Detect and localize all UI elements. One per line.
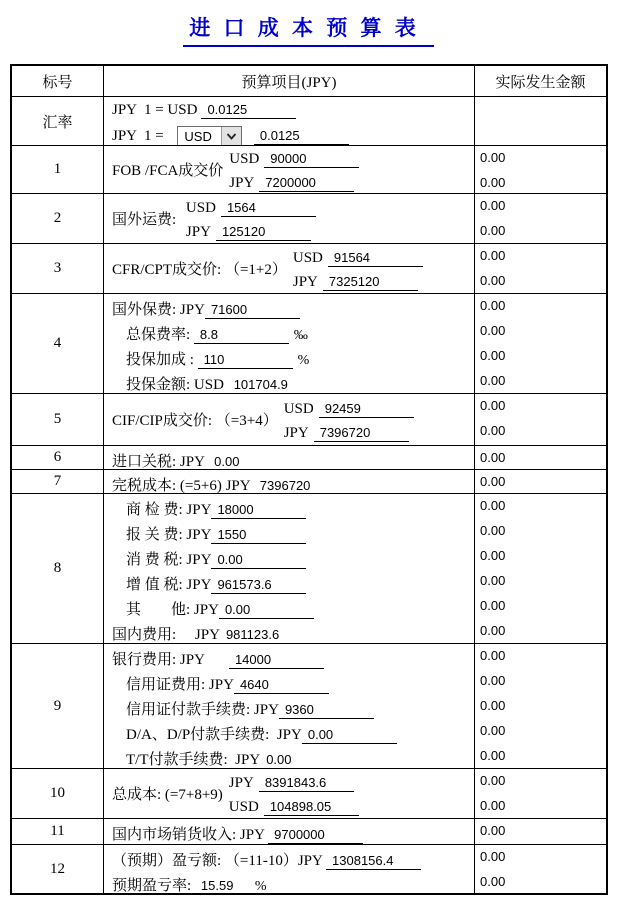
table-row-5 xyxy=(12,393,606,445)
currency-label: USD xyxy=(292,249,323,266)
duty-paid-cost-field[interactable]: 7396720 xyxy=(254,478,349,493)
actual-amount: 0.00 xyxy=(480,798,506,813)
currency-label: USD xyxy=(283,400,314,417)
currency-label: JPY xyxy=(283,424,309,441)
actual-cell xyxy=(475,494,606,643)
actual-amount: 0.00 xyxy=(480,673,506,688)
actual-amount: 0.00 xyxy=(480,273,506,288)
row-number: 7 xyxy=(12,470,104,493)
actual-amount: 0.00 xyxy=(480,748,506,763)
rate-label-1: JPY 1 = USD xyxy=(112,102,198,118)
item-label: 其 他: JPY xyxy=(126,602,219,618)
rate2-value-field[interactable]: 0.0125 xyxy=(254,128,349,145)
row-number: 6 xyxy=(12,446,104,469)
lc-fee-field[interactable]: 4640 xyxy=(234,677,329,694)
page-title: 进 口 成 本 预 算 表 xyxy=(183,12,434,47)
row-number: 2 xyxy=(12,194,104,243)
percent-suffix: % xyxy=(254,879,267,893)
item-label: 国外保费: JPY xyxy=(112,302,205,318)
actual-amount: 0.00 xyxy=(480,450,506,465)
inspection-fee-field[interactable]: 18000 xyxy=(211,502,306,519)
actual-amount: 0.00 xyxy=(480,548,506,563)
table-row-10 xyxy=(12,768,606,818)
actual-amount: 0.00 xyxy=(480,623,506,638)
table-row-1 xyxy=(12,145,606,193)
actual-cell xyxy=(475,294,606,393)
actual-amount: 0.00 xyxy=(480,474,506,489)
item-label: 银行费用: JPY xyxy=(112,652,205,668)
freight-usd-field[interactable]: 1564 xyxy=(221,200,316,217)
actual-amount: 0.00 xyxy=(480,175,506,190)
item-label: 信用证付款手续费: JPY xyxy=(126,702,279,718)
header-col-actual: 实际发生金额 xyxy=(495,74,586,91)
item-label: 完税成本: (=5+6) JPY xyxy=(112,478,254,493)
item-label: 国内费用: JPY xyxy=(112,627,220,643)
currency-select[interactable] xyxy=(177,126,241,145)
actual-amount: 0.00 xyxy=(480,150,506,165)
row-number: 4 xyxy=(12,294,104,393)
item-label: 国内市场销货收入: JPY xyxy=(112,827,269,843)
table-row-11 xyxy=(12,818,606,844)
item-label: 进口关税: JPY xyxy=(112,454,209,469)
item-label: 投保加成 : xyxy=(126,352,198,368)
actual-amount: 0.00 xyxy=(480,298,506,313)
budget-table xyxy=(10,64,608,895)
table-row-9 xyxy=(12,643,606,768)
header-col-items: 预算项目(JPY) xyxy=(104,66,475,96)
currency-label: USD xyxy=(185,199,216,216)
insured-amount-field[interactable]: 101704.9 xyxy=(228,377,323,393)
currency-label: USD xyxy=(229,150,260,167)
actual-amount: 0.00 xyxy=(480,498,506,513)
actual-cell xyxy=(475,244,606,293)
actual-amount: 0.00 xyxy=(480,348,506,363)
bank-fee-field[interactable]: 14000 xyxy=(229,652,324,669)
item-label: T/T付款手续费: JPY xyxy=(126,752,261,768)
actual-amount: 0.00 xyxy=(480,223,506,238)
header-col-no: 标号 xyxy=(12,66,104,96)
actual-amount: 0.00 xyxy=(480,323,506,338)
actual-cell xyxy=(475,845,606,893)
actual-amount: 0.00 xyxy=(480,849,506,864)
row-number: 3 xyxy=(12,244,104,293)
actual-cell xyxy=(475,470,606,493)
currency-label: JPY xyxy=(185,223,211,240)
sales-revenue-field[interactable]: 9700000 xyxy=(268,827,363,844)
fob-jpy-field[interactable]: 7200000 xyxy=(259,175,354,192)
freight-jpy-field[interactable]: 125120 xyxy=(216,224,311,241)
actual-amount: 0.00 xyxy=(480,723,506,738)
actual-amount: 0.00 xyxy=(480,523,506,538)
premium-rate-field[interactable]: 8.8 xyxy=(194,327,289,344)
table-row-2 xyxy=(12,193,606,243)
item-label: 消 费 税: JPY xyxy=(126,552,212,568)
header-row xyxy=(12,66,606,96)
row-number: 5 xyxy=(12,394,104,445)
duty-field[interactable]: 0.00 xyxy=(208,454,303,469)
actual-amount: 0.00 xyxy=(480,773,506,788)
item-label: 报 关 费: JPY xyxy=(126,527,212,543)
domestic-cost-field[interactable]: 981123.6 xyxy=(220,627,315,643)
other-fee-field[interactable]: 0.00 xyxy=(219,602,314,619)
table-row-7 xyxy=(12,469,606,493)
actual-amount: 0.00 xyxy=(480,598,506,613)
currency-label: USD xyxy=(228,798,259,815)
table-row-rate xyxy=(12,96,606,145)
table-row-4 xyxy=(12,293,606,393)
cif-usd-field[interactable]: 92459 xyxy=(319,401,414,418)
tt-fee-field[interactable]: 0.00 xyxy=(260,752,355,768)
consumption-tax-field[interactable]: 0.00 xyxy=(211,552,306,569)
permille-suffix: ‰ xyxy=(293,328,308,343)
customs-fee-field[interactable]: 1550 xyxy=(211,527,306,544)
actual-cell xyxy=(475,769,606,818)
vat-field[interactable]: 961573.6 xyxy=(211,577,306,594)
actual-amount: 0.00 xyxy=(480,423,506,438)
actual-amount: 0.00 xyxy=(480,648,506,663)
cif-jpy-field[interactable]: 7396720 xyxy=(314,425,409,442)
total-jpy-field[interactable]: 8391843.6 xyxy=(259,775,354,792)
cfr-jpy-field[interactable]: 7325120 xyxy=(323,274,418,291)
item-label: 国外运费: xyxy=(112,212,180,228)
insurance-jpy-field[interactable]: 71600 xyxy=(205,302,300,319)
actual-cell xyxy=(475,819,606,844)
item-label: FOB /FCA成交价 xyxy=(112,163,224,179)
lc-payment-fee-field[interactable]: 9360 xyxy=(279,702,374,719)
percent-suffix: % xyxy=(297,353,310,368)
item-label: CIF/CIP成交价: （=3+4） xyxy=(112,413,278,429)
page-title-wrap xyxy=(0,12,617,47)
row-number: 12 xyxy=(12,845,104,893)
actual-amount: 0.00 xyxy=(480,248,506,263)
da-dp-fee-field[interactable]: 0.00 xyxy=(302,727,397,744)
actual-amount: 0.00 xyxy=(480,398,506,413)
fob-usd-field[interactable]: 90000 xyxy=(264,151,359,168)
row-number: 汇率 xyxy=(12,97,104,145)
table-row-3 xyxy=(12,243,606,293)
item-label: 信用证费用: JPY xyxy=(126,677,234,693)
item-label: 总成本: (=7+8+9) xyxy=(112,787,223,803)
total-usd-field[interactable]: 104898.05 xyxy=(264,799,359,816)
markup-field[interactable]: 110 xyxy=(198,352,293,369)
actual-cell xyxy=(475,97,606,145)
row-number: 8 xyxy=(12,494,104,643)
currency-label: JPY xyxy=(229,174,255,191)
item-label: 投保金额: USD xyxy=(126,377,228,393)
actual-amount: 0.00 xyxy=(480,698,506,713)
actual-amount: 0.00 xyxy=(480,874,506,889)
actual-cell xyxy=(475,146,606,193)
rate-label-2: JPY 1 = xyxy=(112,128,168,145)
row-number: 11 xyxy=(12,819,104,844)
item-label: D/A、D/P付款手续费: JPY xyxy=(126,727,302,743)
actual-cell xyxy=(475,644,606,768)
currency-label: JPY xyxy=(228,774,254,791)
actual-amount: 0.00 xyxy=(480,823,506,838)
item-label: CFR/CPT成交价: （=1+2） xyxy=(112,262,287,278)
item-label: 预期盈亏率: xyxy=(112,878,195,893)
currency-label: JPY xyxy=(292,273,318,290)
table-row-8 xyxy=(12,493,606,643)
profit-field[interactable]: 1308156.4 xyxy=(326,853,421,870)
row-number: 10 xyxy=(12,769,104,818)
actual-cell xyxy=(475,394,606,445)
row-number: 1 xyxy=(12,146,104,193)
item-label: 增 值 税: JPY xyxy=(126,577,212,593)
actual-amount: 0.00 xyxy=(480,573,506,588)
cfr-usd-field[interactable]: 91564 xyxy=(328,250,423,267)
table-row-12 xyxy=(12,844,606,893)
actual-cell xyxy=(475,446,606,469)
row-number: 9 xyxy=(12,644,104,768)
currency-select-value: USD xyxy=(184,129,212,144)
chevron-down-icon xyxy=(221,127,241,145)
profit-rate-field[interactable]: 15.59 xyxy=(195,878,250,893)
item-label: 商 检 费: JPY xyxy=(126,502,212,518)
actual-amount: 0.00 xyxy=(480,198,506,213)
rate1-value-field[interactable]: 0.0125 xyxy=(201,102,296,119)
table-row-6 xyxy=(12,445,606,469)
item-label: （预期）盈亏额: （=11-10）JPY xyxy=(112,853,327,869)
actual-cell xyxy=(475,194,606,243)
actual-amount: 0.00 xyxy=(480,373,506,388)
item-label: 总保费率: xyxy=(126,327,194,343)
